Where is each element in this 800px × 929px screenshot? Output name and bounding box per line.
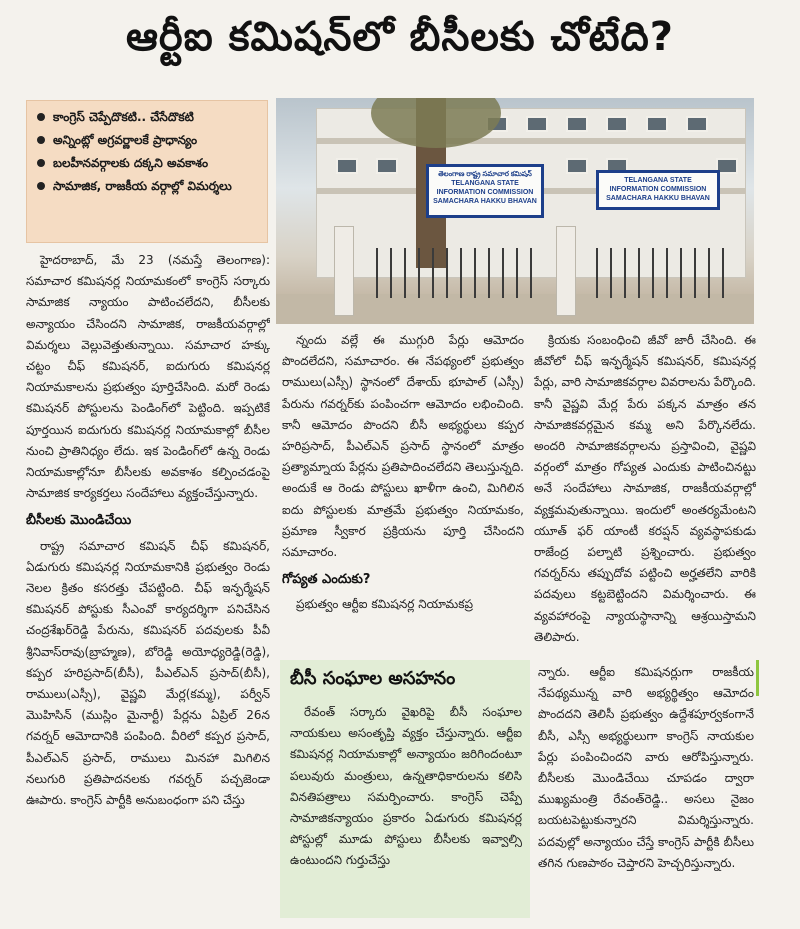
window xyxy=(686,116,708,132)
fence-bar xyxy=(516,248,518,298)
signboard-right: TELANGANA STATE INFORMATION COMMISSION SAMACHARA HAKKU BHAVAN xyxy=(596,170,720,210)
gate-pillar xyxy=(334,226,354,316)
fence-bar xyxy=(390,248,392,298)
fence-bar xyxy=(502,248,504,298)
fence-bar xyxy=(404,248,406,298)
article-column-1 xyxy=(26,250,270,916)
article-paragraph: ప్రభుత్వం ఆర్టీఐ కమిషనర్ల నియామకప్ర xyxy=(296,597,474,612)
subheading: బీసీలకు మొండిచేయి xyxy=(26,513,132,529)
building-band xyxy=(316,138,746,144)
article-paragraph: రేవంత్ సర్కారు వైఖరిపై బీసీ సంఘాల నాయకులు అసంతృప్తి వ్యక్తం చేస్తున్నారు. ఆర్టీఐ కమిషనర్ల నియామకాల్లో అన్యాయం జరిగిందంటూ పలువురు మంత్రులు, ఉన్నతాధికారులను కలిసి వినతిపత్రాలు సమర్పించారు. కాంగ్రెస్ చెప్పే సామాజికన్యాయం ప్రకారం ఏడుగురు కమిషనర్ల పోస్టుల్లో మూడు పోస్టులు బీసీలకు ఇవ్వాల్సి ఉంటుందని గుర్తుచేస్తు xyxy=(290,705,522,868)
fence-bar xyxy=(530,248,532,298)
highlights-box xyxy=(26,100,268,243)
fence-bar xyxy=(432,248,434,298)
fence-bar xyxy=(638,248,640,298)
bullet-icon xyxy=(37,182,45,190)
fence-bar xyxy=(460,248,462,298)
highlight-item: సామాజిక, రాజకీయ వర్గాల్లో విమర్శలు xyxy=(37,176,259,196)
bullet-icon xyxy=(37,113,45,121)
sidebar-box-column-1 xyxy=(290,702,522,916)
fence-bar xyxy=(418,248,420,298)
fence-bar xyxy=(624,248,626,298)
window xyxy=(566,158,588,174)
gate-pillar xyxy=(556,226,576,316)
article-paragraph: న్నందు వల్లే ఈ ముగ్గురి పేర్లు ఆమోదం పొందలేదని, సమాచారం. ఈ నేపథ్యంలో ప్రభుత్వం రాములు(ఎస్సీ) స్థానంలో దేశాయ్ భూపాల్ (ఎస్సీ) పేరును గవర్నర్‌కు పంపించగా ఆమోదం లభించింది. కానీ ఆమోదం పొందని బీసీ అభ్యర్థులు కప్పర హరిప్రసాద్, పీఎల్‌ఎన్ ప్రసాద్ స్థానంలో మాత్రం ప్రత్యామ్నాయ పేర్లను ప్రతిపాదించలేదని తెలుస్తున్నది. అందుకే ఆ రెండు పోస్టులు ఖాళీగా ఉంచి, మిగిలిన ఐదు పోస్టులకు మాత్రమే ప్రభుత్వం నియామకం, ప్రమాణ స్వీకార ప్రక్రియను పూర్తి చేసిందని సమాచారం. xyxy=(282,333,524,560)
fence-bar xyxy=(652,248,654,298)
article-paragraph: రాష్ట్ర సమాచార కమిషన్ చీఫ్ కమిషనర్, ఏడుగురు కమిషనర్ల నియామకానికి ప్రభుత్వం రెండు నెలల క్రితం కసరత్తు చేపట్టింది. చీఫ్ ఇన్ఫర్మేషన్ కమిషనర్ పోస్టుకు సీఎంవో కార్యదర్శిగా పనిచేసిన చంద్రశేఖర్‌రెడ్డి పేరును, కమిషనర్ పదవులకు పీవీ శ్రీనివాస్‌రావు(బ్రాహ్మణ), బోరెడ్డి అయోధ్యరెడ్డి(రెడ్డి), కప్పర హరిప్రసాద్(బీసీ), పీఎల్‌ఎన్ ప్రసాద్(బీసీ), రాములు(ఎస్సీ), వైష్ణవి మేర్ల(కమ్మ), పర్వీన్ మొహిసిన్ (ముస్లిం మైనార్టీ) పేర్లను ఏప్రిల్ 26న గవర్నర్ ఆమోదానికి పంపింది. వీరిలో కప్పర ప్రసాద్, పీఎల్‌ఎన్ ప్రసాద్, రాములు మినహా మిగిలిన నలుగురి ప్రతిపాదనలకు గవర్నర్ పచ్చజెండా ఊపారు. కాంగ్రెస్ పార్టీకి అనుబంధంగా పని చేస్తు xyxy=(26,538,270,808)
accent-bar xyxy=(756,660,759,696)
bullet-icon xyxy=(37,136,45,144)
highlight-item: కాంగ్రెస్ చెప్పేదొకటి.. చేసేదొకటి xyxy=(37,107,259,127)
fence-bar xyxy=(722,248,724,298)
fence-bar xyxy=(680,248,682,298)
fence-bar xyxy=(488,248,490,298)
sidebar-box-title: బీసీ సంఘాల అసహనం xyxy=(290,668,456,689)
fence-bar xyxy=(596,248,598,298)
window xyxy=(606,116,628,132)
fence-bar xyxy=(708,248,710,298)
article-column-3 xyxy=(534,330,756,655)
subheading: గోప్యత ఎందుకు? xyxy=(282,572,371,588)
fence-bar xyxy=(474,248,476,298)
sidebar-box-column-2 xyxy=(538,662,754,916)
highlight-item: అన్నింట్లో అగ్రవర్ణాలకే ప్రాధాన్యం xyxy=(37,130,259,150)
article-headline: ఆర్టీఐ కమిషన్‌లో బీసీలకు చోటేది? xyxy=(126,14,674,60)
article-dateline-paragraph: హైదరాబాద్, మే 23 (నమస్తే తెలంగాణ): సమాచార కమిషనర్ల నియామకంలో కాంగ్రెస్ సర్కారు సామాజిక న్యాయం పాటించలేదని, బీసీలకు అన్యాయం చేసిందని సామాజిక, రాజకీయవర్గాల్లో విమర్శలు వెల్లువెత్తుతున్నాయి. సమాచార హక్కు చట్టం చీఫ్ కమిషనర్, ఐదుగురు కమిషనర్ల నియామకాలను ప్రభుత్వం పూర్తిచేసింది. మరో రెండు కమిషనర్ పోస్టులను పెండింగ్‌లో పెట్టింది. ఇప్పటికే పూర్తయిన ఐదుగురు కమిషనర్ల నియామకాల్లో బీసీల నుంచి ప్రాతినిధ్యం లేదు. ఇక పెండింగ్‌లో ఉన్న రెండు నియామకాల్లోనూ బీసీలకు అవకాశం కల్పించడంపై సామాజిక కార్యకర్తలు సందేహాలు వ్యక్తంచేస్తున్నారు. xyxy=(26,253,270,501)
window xyxy=(336,158,358,174)
bullet-icon xyxy=(37,159,45,167)
window xyxy=(376,158,398,174)
fence-bar xyxy=(376,248,378,298)
fence-bar xyxy=(446,248,448,298)
fence-bar xyxy=(694,248,696,298)
article-column-2 xyxy=(282,330,524,655)
window xyxy=(566,116,588,132)
fence-bar xyxy=(666,248,668,298)
window xyxy=(526,116,548,132)
article-paragraph: న్నారు. ఆర్టీఐ కమిషనర్లుగా రాజకీయ నేపథ్యమున్న వారి అభ్యర్థిత్వం ఆమోదం పొందదని తెలిసీ ప్రభుత్వం ఉద్దేశపూర్వకంగానే బీసీ, ఎస్సీ అభ్యర్థులుగా కాంగ్రెస్ నాయకుల పేర్లు పంపించిందని వారు ఆరోపిస్తున్నారు. బీసీలకు మొండిచేయి చూపడం ద్వారా ముఖ్యమంత్రి రేవంత్‌రెడ్డి.. అసలు నైజం బయటపెట్టుకున్నారని విమర్శిస్తున్నారు. పదవుల్లో అన్యాయం చేస్తే కాంగ్రెస్ పార్టీకి బీసీలు తగిన గుణపాఠం చెప్తారని హెచ్చరిస్తున్నారు. xyxy=(538,665,754,870)
window xyxy=(646,116,668,132)
highlight-item: బలహీనవర్గాలకు దక్కని అవకాశం xyxy=(37,153,259,173)
fence-bar xyxy=(610,248,612,298)
article-paragraph: క్రియకు సంబంధించి జీవో జారీ చేసింది. ఈ జీవోలో చీఫ్ ఇన్ఫర్మేషన్ కమిషనర్, కమిషనర్ల పేర్లు, వారి సామాజికవర్గాల వివరాలను పేర్కొంది. కానీ వైష్ణవి మేర్ల పేరు పక్కన మాత్రం తన సామాజికవర్గమైన కమ్మ అని పేర్కొనలేదు. అందరి సామాజికవర్గాలను ప్రస్తావించి, వైష్ణవి వర్గంలో మాత్రం గోప్యత ఎందుకు పాటించినట్టు అనే సందేహాలు సామాజిక, రాజకీయవర్గాల్లో వ్యక్తమవుతున్నాయి. ఇందులో అంతర్యమేంటని యూత్ ఫర్ యాంటీ కరప్షన్ వ్యవస్థాపకుడు రాజేంద్ర పల్నాటి ప్రశ్నించారు. ప్రభుత్వం గవర్నర్‌ను తప్పుదోవ పట్టించి అర్హతలేని వారికి పదవులు కట్టబెట్టిందని విమర్శించారు. ఈ వ్యవహారంపై న్యాయస్థానాన్ని ఆశ్రయిస్తామని తెలిపారు. xyxy=(534,333,756,644)
building-photo xyxy=(276,98,754,324)
signboard-main: తెలంగాణ రాష్ట్ర సమాచార కమిషన్ TELANGANA STATE INFORMATION COMMISSION SAMACHARA HAKKU BHAVAN xyxy=(426,164,544,218)
